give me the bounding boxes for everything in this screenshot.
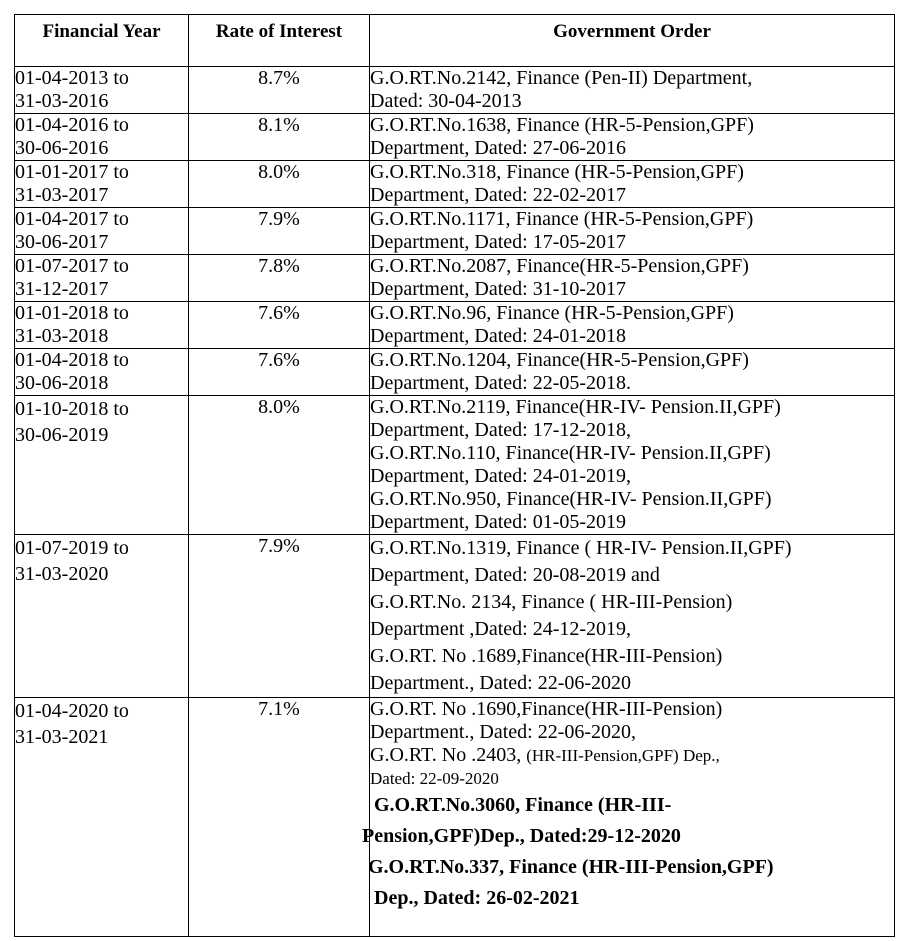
fy-end: 30-06-2019 — [15, 424, 109, 446]
rate-cell: 8.0% — [189, 396, 370, 535]
fy-end: 31-03-2016 — [15, 90, 109, 112]
order-line: G.O.RT.No.2142, Finance (Pen-II) Department, — [370, 67, 753, 89]
order-line: G.O.RT. No .1690,Finance(HR-III-Pension) — [370, 698, 723, 720]
order-line-bold: Pension,GPF)Dep., Dated:29-12-2020 — [362, 825, 681, 847]
order-line-mixed — [370, 744, 894, 767]
order-line: Department, Dated: 22-05-2018. — [370, 372, 632, 394]
order-line: Dated: 22-09-2020 — [370, 769, 499, 788]
gpf-interest-table — [14, 14, 895, 937]
order-line: Department, Dated: 22-02-2017 — [370, 184, 627, 206]
rate-cell: 8.1% — [189, 114, 370, 161]
government-order-cell — [370, 114, 895, 161]
fy-start: 01-07-2019 to — [15, 537, 129, 559]
table-row — [15, 114, 895, 161]
order-line: Department, Dated: 20-08-2019 and — [370, 564, 660, 586]
financial-year-cell — [15, 67, 189, 114]
order-line-bold: G.O.RT.No.3060, Finance (HR-III- — [374, 794, 672, 816]
order-line: G.O.RT.No.1319, Finance ( HR-IV- Pension.II,GPF) — [370, 537, 792, 559]
rate-cell: 7.1% — [189, 698, 370, 937]
header-financial-year: Financial Year — [15, 15, 189, 67]
header-government-order: Government Order — [370, 15, 895, 67]
order-line: Dated: 30-04-2013 — [370, 90, 522, 112]
fy-start: 01-04-2018 to — [15, 349, 129, 371]
financial-year-cell — [15, 114, 189, 161]
government-order-cell — [362, 698, 895, 937]
table-row — [15, 255, 895, 302]
table-row — [15, 208, 895, 255]
order-line: Department, Dated: 17-12-2018, — [370, 419, 632, 441]
fy-end: 30-06-2017 — [15, 231, 109, 253]
fy-start: 01-07-2017 to — [15, 255, 129, 277]
fy-end: 30-06-2016 — [15, 137, 109, 159]
table-row — [15, 302, 895, 349]
financial-year-cell — [15, 396, 189, 535]
fy-start: 01-01-2017 to — [15, 161, 129, 183]
order-fragment: G.O.RT. No .2403, — [370, 744, 522, 766]
order-line: G.O.RT.No.1171, Finance (HR-5-Pension,GPF) — [370, 208, 754, 230]
fy-end: 30-06-2018 — [15, 372, 109, 394]
order-line: G.O.RT.No.1204, Finance(HR-5-Pension,GPF) — [370, 349, 749, 371]
government-order-cell — [370, 396, 895, 535]
fy-start: 01-04-2017 to — [15, 208, 129, 230]
fy-start: 01-01-2018 to — [15, 302, 129, 324]
order-line: G.O.RT.No. 2134, Finance ( HR-III-Pension) — [370, 591, 733, 613]
table-row — [15, 161, 895, 208]
order-fragment-small: (HR-III-Pension,GPF) Dep., — [526, 746, 720, 765]
government-order-cell — [370, 349, 895, 396]
order-line: G.O.RT.No.2087, Finance(HR-5-Pension,GPF) — [370, 255, 749, 277]
order-line: G.O.RT.No.110, Finance(HR-IV- Pension.II,GPF) — [370, 442, 771, 464]
order-line: Department., Dated: 22-06-2020 — [370, 672, 632, 694]
table-row — [15, 698, 895, 937]
order-line: G.O.RT.No.96, Finance (HR-5-Pension,GPF) — [370, 302, 734, 324]
rate-cell: 7.6% — [189, 302, 370, 349]
financial-year-cell — [15, 161, 189, 208]
order-line-bold: G.O.RT.No.337, Finance (HR-III-Pension,GPF) — [368, 856, 774, 878]
order-line: Department, Dated: 24-01-2018 — [370, 325, 627, 347]
table-row — [15, 396, 895, 535]
rate-cell: 8.7% — [189, 67, 370, 114]
rate-cell: 7.8% — [189, 255, 370, 302]
order-line: G.O.RT.No.318, Finance (HR-5-Pension,GPF) — [370, 161, 744, 183]
rate-cell: 7.9% — [189, 535, 370, 698]
order-line: G.O.RT. No .1689,Finance(HR-III-Pension) — [370, 645, 723, 667]
fy-end: 31-03-2017 — [15, 184, 109, 206]
government-order-cell — [370, 67, 895, 114]
fy-end: 31-03-2018 — [15, 325, 109, 347]
fy-start: 01-04-2013 to — [15, 67, 129, 89]
financial-year-cell — [15, 208, 189, 255]
rate-cell: 7.9% — [189, 208, 370, 255]
table-header-row — [15, 15, 895, 67]
financial-year-cell — [15, 698, 189, 937]
government-order-cell — [370, 161, 895, 208]
rate-cell: 8.0% — [189, 161, 370, 208]
order-line: Department ,Dated: 24-12-2019, — [370, 618, 632, 640]
order-line: Department, Dated: 01-05-2019 — [370, 511, 627, 533]
fy-start: 01-04-2020 to — [15, 700, 129, 722]
order-line: G.O.RT.No.1638, Finance (HR-5-Pension,GPF) — [370, 114, 754, 136]
fy-end: 31-03-2021 — [15, 726, 109, 748]
order-line: G.O.RT.No.950, Finance(HR-IV- Pension.II,GPF) — [370, 488, 772, 510]
table-row — [15, 67, 895, 114]
order-line-bold: Dep., Dated: 26-02-2021 — [374, 887, 580, 909]
financial-year-cell — [15, 302, 189, 349]
header-rate-of-interest: Rate of Interest — [189, 15, 370, 67]
order-line: Department, Dated: 31-10-2017 — [370, 278, 627, 300]
table-row — [15, 535, 895, 698]
financial-year-cell — [15, 349, 189, 396]
government-order-cell — [370, 535, 895, 698]
financial-year-cell — [15, 535, 189, 698]
order-line: Department, Dated: 17-05-2017 — [370, 231, 627, 253]
government-order-cell — [370, 255, 895, 302]
financial-year-cell — [15, 255, 189, 302]
order-line: Department, Dated: 27-06-2016 — [370, 137, 627, 159]
fy-end: 31-12-2017 — [15, 278, 109, 300]
government-order-cell — [370, 208, 895, 255]
table-row — [15, 349, 895, 396]
fy-start: 01-04-2016 to — [15, 114, 129, 136]
government-order-cell — [370, 302, 895, 349]
order-line: Department, Dated: 24-01-2019, — [370, 465, 632, 487]
order-line: Department., Dated: 22-06-2020, — [370, 721, 637, 743]
fy-end: 31-03-2020 — [15, 563, 109, 585]
rate-cell: 7.6% — [189, 349, 370, 396]
order-line: G.O.RT.No.2119, Finance(HR-IV- Pension.II,GPF) — [370, 396, 781, 418]
fy-start: 01-10-2018 to — [15, 398, 129, 420]
